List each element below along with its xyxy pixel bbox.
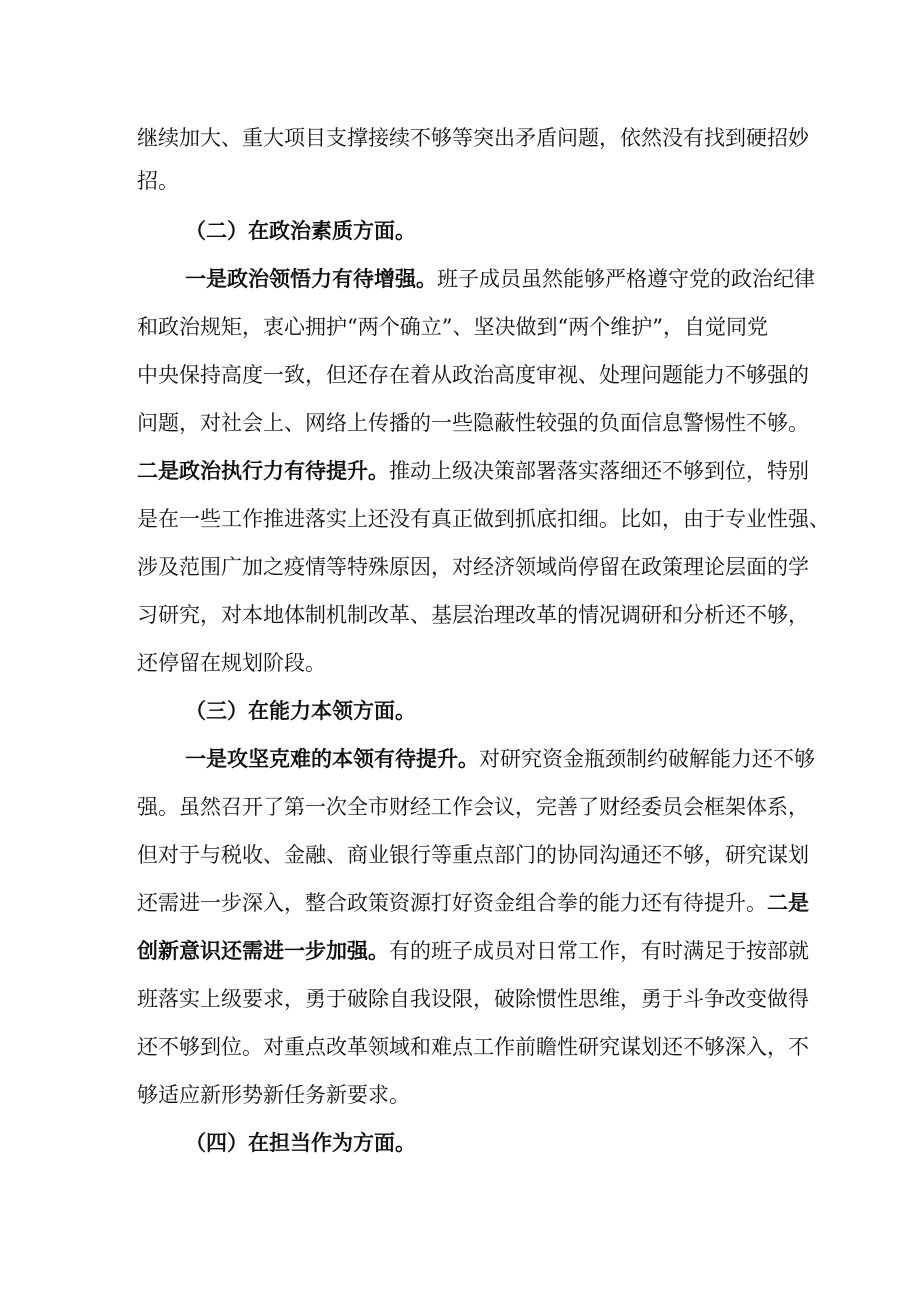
- paragraph-line: [137, 457, 920, 485]
- paragraph-line: [137, 361, 920, 389]
- text-run: 对研究资金瓶颈制约破解能力还不够: [479, 747, 815, 771]
- paragraph-line: [137, 124, 920, 152]
- paragraph-line: [137, 505, 920, 533]
- text-run: 中央保持高度一致，但还存在着从政治高度审视、处理问题能力不够强的: [137, 363, 809, 387]
- text-run: 有的班子成员对日常工作，有时满足于按部就: [389, 939, 809, 963]
- paragraph-line: [137, 985, 920, 1013]
- text-run: 但对于与税收、金融、商业银行等重点部门的协同沟通还不够，研究谋划: [137, 843, 809, 867]
- text-run: 问题，对社会上、网络上传播的一些隐蔽性较强的负面信息警惕性不够。: [137, 411, 809, 435]
- text-run: 涉及范围广加之疫情等特殊原因，对经济领域尚停留在政策理论层面的学: [137, 555, 809, 579]
- paragraph-line: [137, 167, 920, 195]
- text-run: 和政治规矩，衷心拥护“两个确立”、坚决做到“两个维护”，自觉同党: [137, 315, 768, 339]
- paragraph-line: [137, 793, 920, 821]
- text-run: 是在一些工作推进落实上还没有真正做到抓底扣细。比如，由于专业性强、: [137, 507, 830, 531]
- bold-lead: 一是政治领悟力有待增强。: [185, 266, 437, 291]
- paragraph-line: [137, 1081, 920, 1109]
- section-heading: [185, 697, 920, 725]
- text-run: 班落实上级要求，勇于破除自我设限，破除惯性思维，勇于斗争改变做得: [137, 987, 809, 1011]
- paragraph-line: [137, 601, 920, 629]
- text-run: 强。虽然召开了第一次全市财经工作会议，完善了财经委员会框架体系，: [137, 795, 809, 819]
- paragraph-line: [185, 265, 920, 293]
- text-run: 够适应新形势新任务新要求。: [137, 1083, 410, 1107]
- text-run: 还不够到位。对重点改革领域和难点工作前瞻性研究谋划还不够深入，不: [137, 1035, 809, 1059]
- paragraph-line: [137, 841, 920, 869]
- text-run: 习研究，对本地体制机制改革、基层治理改革的情况调研和分析还不够，: [137, 603, 809, 627]
- text-run: 推动上级决策部署落实落细还不够到位，特别: [389, 459, 809, 483]
- paragraph-line: [137, 313, 920, 341]
- bold-lead: 一是攻坚克难的本领有待提升。: [185, 746, 479, 771]
- paragraph-line: [137, 409, 920, 437]
- text-run: 班子成员虽然能够严格遵守党的政治纪律: [437, 267, 815, 291]
- section-heading: [185, 1129, 920, 1157]
- paragraph-line: [137, 553, 920, 581]
- text-run: 继续加大、重大项目支撑接续不够等突出矛盾问题，依然没有找到硬招妙: [137, 126, 809, 150]
- text-run: 招。: [137, 169, 179, 193]
- heading-text: （四）在担当作为方面。: [185, 1130, 416, 1155]
- paragraph-line: [137, 649, 920, 677]
- bold-lead: 二是政治执行力有待提升。: [137, 458, 389, 483]
- heading-text: （二）在政治素质方面。: [185, 218, 416, 243]
- text-run: 还停留在规划阶段。: [137, 651, 326, 675]
- paragraph-line: [185, 745, 920, 773]
- section-heading: [185, 217, 920, 245]
- paragraph-line: [137, 937, 920, 965]
- paragraph-line: [137, 889, 920, 917]
- text-run: 还需进一步深入，整合政策资源打好资金组合拳的能力还有待提升。: [137, 891, 767, 915]
- bold-lead: 二是: [767, 890, 809, 915]
- heading-text: （三）在能力本领方面。: [185, 698, 416, 723]
- bold-lead: 创新意识还需进一步加强。: [137, 938, 389, 963]
- paragraph-line: [137, 1033, 920, 1061]
